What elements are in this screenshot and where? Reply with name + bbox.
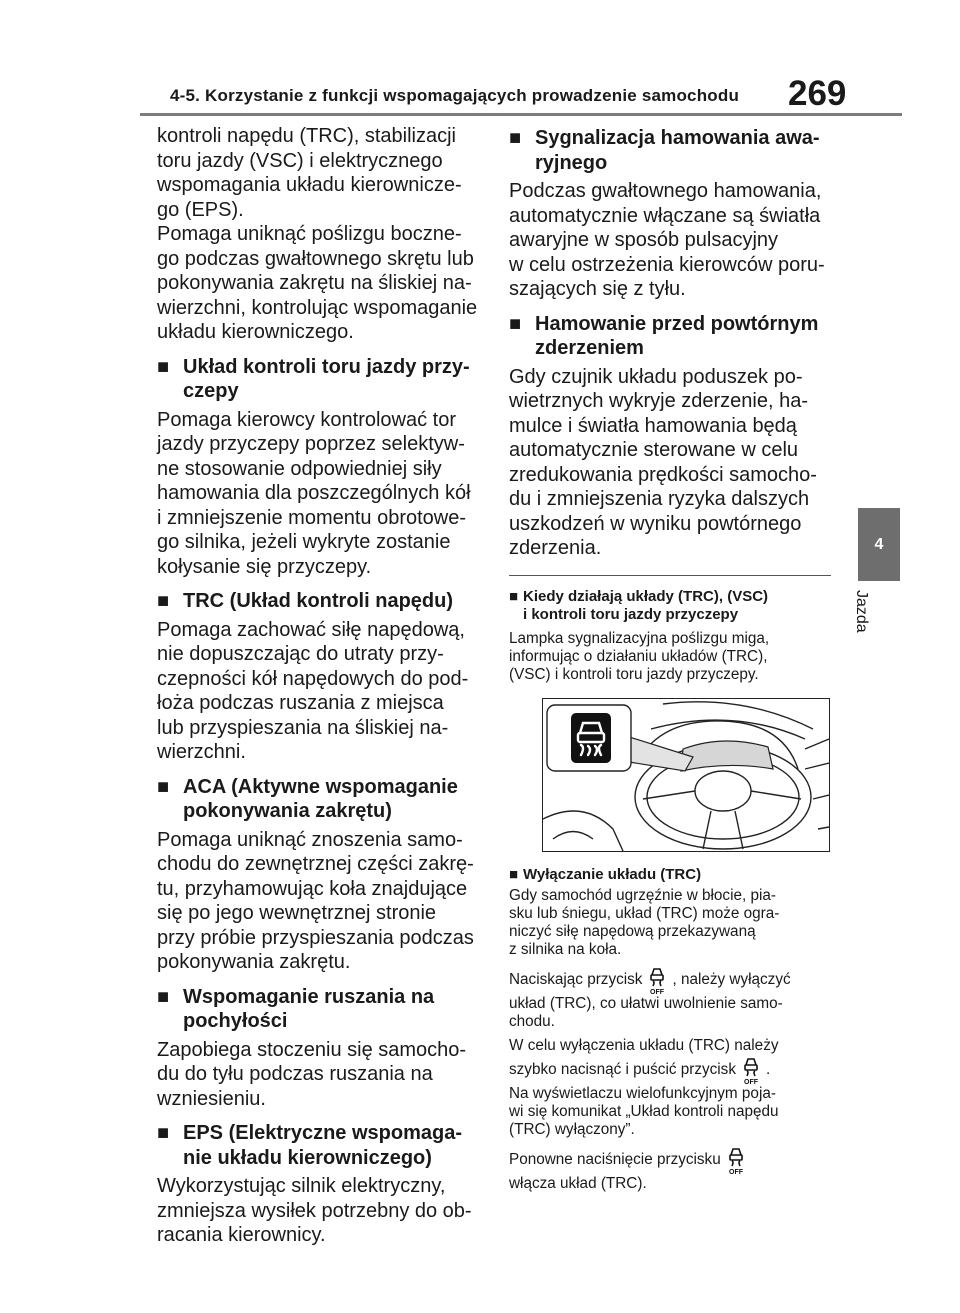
chapter-tab: 4: [858, 508, 900, 581]
vsc-off-icon: [726, 1145, 746, 1175]
line: kontroli napędu (TRC), stabilizacji: [157, 125, 457, 147]
subsection-body: Naciskając przycisk OFF , należy wyłączyć układ (TRC), co ułatwi uwolnienie samo- chodu.: [509, 965, 834, 1031]
subsection-heading-when-active: ■ Kiedy działają układy (TRC), (VSC) i kontroli toru jazdy przyczepy: [509, 587, 769, 623]
section-heading-secondary-collision-brake: ■ Hamowanie przed powtórnym zderzeniem: [509, 312, 819, 359]
dashboard-illustration: [542, 698, 830, 852]
section-body: Wykorzystując silnik elektryczny, zmniejsza wysiłek potrzebny do ob- racania kierownicy.: [157, 1175, 472, 1246]
square-bullet-icon: ■: [509, 865, 519, 883]
vsc-off-icon: [741, 1055, 761, 1085]
section-heading-hill-start: ■ Wspomaganie ruszania na pochyłości: [157, 985, 435, 1032]
svg-text:OFF: OFF: [650, 988, 665, 995]
dashboard-drawing: [543, 699, 829, 851]
square-bullet-icon: ■: [509, 312, 522, 335]
section-body: Gdy czujnik układu poduszek po- wietrznych wykryje zderzenie, ha- mulce i światła hamowania będą automatycznie sterowane w celu zredukowania prędkości samocho- du i zmniejszenia ryzyka dalszych uszkodzeń w wyniku powtórnego zderzenia.: [509, 365, 817, 559]
square-bullet-icon: ■: [509, 587, 519, 605]
line: go (EPS).: [157, 198, 244, 221]
section-divider: [509, 575, 831, 576]
section-heading-eps: ■ EPS (Elektryczne wspomaga- nie układu kierowniczego): [157, 1122, 462, 1169]
chapter-label-text: Jazda: [853, 590, 870, 633]
subsection-body: Lampka sygnalizacyjna poślizgu miga, informując o działaniu układów (TRC), (VSC) i kontroli toru jazdy przyczepy.: [509, 629, 770, 683]
header-rule: [140, 113, 902, 116]
line: go podczas gwałtownego skrętu lub: [157, 247, 474, 270]
square-bullet-icon: ■: [509, 127, 522, 149]
vsc-off-icon: [647, 965, 667, 995]
section-body: Pomaga kierowcy kontrolować tor jazdy przyczepy poprzez selektyw- ne stosowanie odpowiedniej siły hamowania dla poszczególnych kół i zmniejszenie momentu obrotowe- go silnika, jeżeli wykryte zostanie kołysanie się przyczepy.: [157, 408, 471, 578]
section-heading-trc: ■ TRC (Układ kontroli napędu): [157, 590, 453, 612]
section-heading-trailer-sway: ■ Układ kontroli toru jazdy przy- czepy: [157, 355, 470, 402]
chapter-label: [853, 590, 892, 670]
line: wspomagania układu kierownicze-: [157, 174, 462, 196]
section-heading-emergency-brake-signal: ■ Sygnalizacja hamowania awa- ryjnego: [509, 127, 820, 174]
subsection-body: Ponowne naciśnięcie przycisku OFF włącza układ (TRC).: [509, 1145, 834, 1193]
svg-text:OFF: OFF: [743, 1078, 758, 1085]
svg-text:OFF: OFF: [728, 1168, 743, 1175]
line: pokonywania zakrętu na śliskiej na-: [157, 272, 472, 294]
section-header: 4-5. Korzystanie z funkcji wspomagających prowadzenie samochodu: [170, 86, 740, 105]
section-body: Pomaga zachować siłę napędową, nie dopuszczając do utraty przy- czepności kół napędowych do pod- łoża podczas ruszania z miejsca lub przyspieszania na śliskiej na- wierzchni.: [157, 618, 469, 763]
intro-paragraph: [157, 124, 482, 345]
line: toru jazdy (VSC) i elektrycznego: [157, 149, 443, 172]
subsection-heading-trc-off: ■ Wyłączanie układu (TRC): [509, 865, 702, 883]
square-bullet-icon: ■: [157, 775, 170, 798]
square-bullet-icon: ■: [157, 590, 170, 612]
subsection-body: W celu wyłączenia układu (TRC) należy szybko nacisnąć i puścić przycisk OFF . Na wyświetlaczu wielofunkcyjnym poja- wi się komunikat „Układ kontroli napędu (TRC) wyłączony”.: [509, 1036, 779, 1138]
section-heading-aca: ■ ACA (Aktywne wspomaganie pokonywania zakrętu): [157, 775, 458, 822]
square-bullet-icon: ■: [157, 985, 170, 1008]
line: układu kierowniczego.: [157, 321, 354, 343]
subsection-body: Gdy samochód ugrzęźnie w błocie, pia- sku lub śniegu, układ (TRC) może ogra- niczyć siłę napędową przekazywaną z silnika na koła.: [509, 886, 780, 958]
line: wierzchni, kontrolując wspomaganie: [157, 296, 478, 319]
page-number: 269: [788, 74, 847, 113]
section-body: Zapobiega stoczeniu się samocho- du do tyłu podczas ruszania na wzniesieniu.: [157, 1038, 467, 1110]
section-body: Podczas gwałtownego hamowania, automatycznie włączane są światła awaryjne w sposób pulsacyjny w celu ostrzeżenia kierowców poru- szających się z tyłu.: [509, 180, 825, 300]
right-column: [509, 124, 834, 1193]
square-bullet-icon: ■: [157, 355, 170, 378]
square-bullet-icon: ■: [157, 1122, 170, 1144]
left-column: [157, 124, 482, 1248]
line: Pomaga uniknąć poślizgu boczne-: [157, 223, 462, 245]
section-body: Pomaga uniknąć znoszenia samo- chodu do zewnętrznej części zakrę- tu, przyhamowując koła znajdujące się po jego wewnętrznej stronie przy próbie przyspieszania podczas pokonywania zakrętu.: [157, 828, 474, 973]
